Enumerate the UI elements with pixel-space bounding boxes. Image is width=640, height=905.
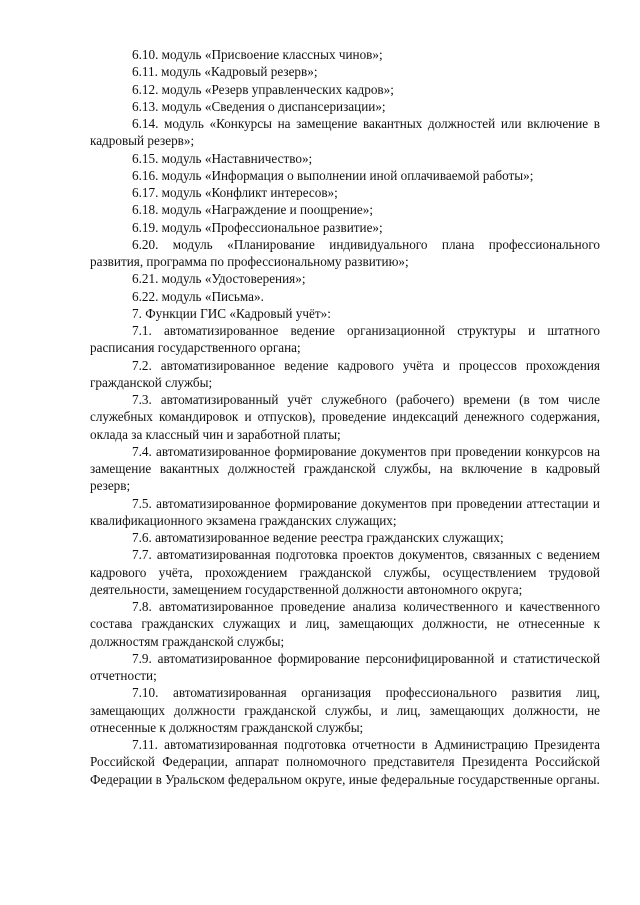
paragraph-6-19: 6.19. модуль «Профессиональное развитие»; <box>132 219 383 235</box>
paragraph-7-9: 7.9. автоматизированное формирование персонифицированной и статистической отчетности; <box>90 650 600 683</box>
paragraph-7-10: 7.10. автоматизированная организация профессионального развития лиц, замещающих должности гражданской службы, и лиц, замещающих должности, не отнесенные к должностям гражданской службы; <box>90 685 600 735</box>
paragraph-6-21: 6.21. модуль «Удостоверения»; <box>132 271 306 287</box>
paragraph-6-20: 6.20. модуль «Планирование индивидуального плана профессионального развития, программа по профессиональному развитию»; <box>90 236 600 269</box>
paragraph-7-7: 7.7. автоматизированная подготовка проектов документов, связанных с ведением кадрового учёта, прохождением гражданской службы, осуществлением трудовой деятельности, замещением государственной должности автономного округа; <box>90 547 600 597</box>
paragraph-6-11: 6.11. модуль «Кадровый резерв»; <box>132 64 318 80</box>
paragraph-7-4: 7.4. автоматизированное формирование документов при проведении конкурсов на замещение вакантных должностей гражданской службы, на включение в кадровый резерв; <box>90 443 600 494</box>
paragraph-6-16: 6.16. модуль «Информация о выполнении иной оплачиваемой работы»; <box>132 167 534 183</box>
paragraph-7-2: 7.2. автоматизированное ведение кадрового учёта и процессов прохождения гражданской службы; <box>90 357 600 390</box>
paragraph-6-13: 6.13. модуль «Сведения о диспансеризации»; <box>132 98 386 114</box>
paragraph-7-5: 7.5. автоматизированное формирование документов при проведении аттестации и квалификационного экзамена гражданских служащих; <box>90 495 600 528</box>
paragraph-6-10: 6.10. модуль «Присвоение классных чинов»; <box>132 47 383 62</box>
paragraph-7-8: 7.8. автоматизированное проведение анализа количественного и качественного состава гражданских служащих и лиц, замещающих должности, не отнесенные к должностям гражданской службы; <box>90 599 600 649</box>
paragraph-6-18: 6.18. модуль «Награждение и поощрение»; <box>132 202 374 218</box>
paragraph-7-11: 7.11. автоматизированная подготовка отчетности в Администрацию Президента Российской Федерации, аппарат полномочного представителя Президента Российской Федерации в Уральском федеральном округе, иные федеральные государственные органы. <box>90 737 600 787</box>
paragraph-7-3: 7.3. автоматизированный учёт служебного (рабочего) времени (в том числе служебных командировок и отпусков), проведение индексаций денежного содержания, оклада за классный чин и заработной платы; <box>90 392 600 442</box>
paragraph-6-12: 6.12. модуль «Резерв управленческих кадров»; <box>132 81 394 97</box>
document-body <box>90 46 600 788</box>
paragraph-6-14: 6.14. модуль «Конкурсы на замещение вакантных должностей или включение в кадровый резерв»; <box>90 116 600 149</box>
paragraph-7-6: 7.6. автоматизированное ведение реестра гражданских служащих; <box>132 530 504 545</box>
section-7-heading: 7. Функции ГИС «Кадровый учёт»: <box>132 305 331 321</box>
paragraph-6-15: 6.15. модуль «Наставничество»; <box>132 150 313 166</box>
paragraph-6-17: 6.17. модуль «Конфликт интересов»; <box>132 185 338 200</box>
paragraph-7-1: 7.1. автоматизированное ведение организационной структуры и штатного расписания государственного органа; <box>90 323 600 356</box>
paragraph-6-22: 6.22. модуль «Письма». <box>132 288 264 304</box>
